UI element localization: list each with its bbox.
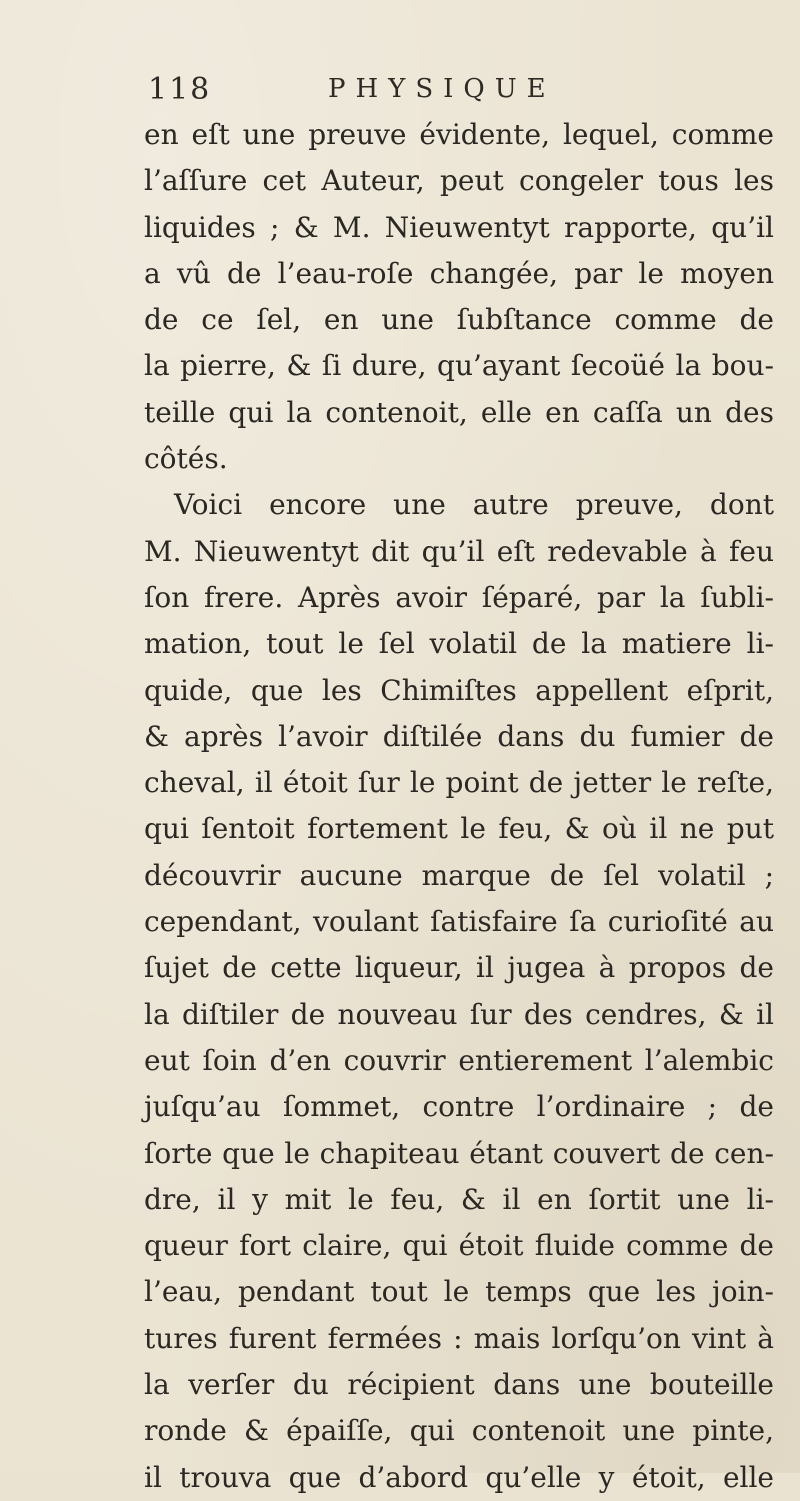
running-title: PHYSIQUE xyxy=(328,74,556,104)
text-line: ſon frere. Après avoir ſéparé, par la ſubli- xyxy=(144,580,774,614)
text-line: eut ſoin d’en couvrir entierement l’alembic xyxy=(144,1043,774,1077)
text-line: dre, il y mit le feu, & il en ſortit une li- xyxy=(144,1182,774,1216)
body-text xyxy=(144,112,774,1501)
text-line: la verſer du récipient dans une bouteille xyxy=(144,1368,774,1402)
text-line: découvrir aucune marque de ſel volatil ; xyxy=(144,858,774,892)
text-line: la diſtiler de nouveau ſur des cendres, & il xyxy=(144,997,774,1031)
text-line: mation, tout le ſel volatil de la matiere li- xyxy=(144,627,774,661)
text-line: ſujet de cette liqueur, il jugea à propos de xyxy=(144,951,774,985)
text-line: cheval, il étoit ſur le point de jetter le reſte, xyxy=(144,766,774,800)
text-line: de ce ſel, en une ſubſtance comme de xyxy=(144,303,774,337)
text-line: il trouva que d’abord qu’elle y étoit, elle xyxy=(144,1460,774,1494)
text-line: queur fort claire, qui étoit fluide comme de xyxy=(144,1229,774,1263)
page-header xyxy=(148,72,628,116)
text-line: en eſt une preuve évidente, lequel, comme xyxy=(144,118,774,151)
text-line: tures furent fermées : mais lorſqu’on vint à xyxy=(144,1321,774,1355)
text-line: juſqu’au ſommet, contre l’ordinaire ; de xyxy=(144,1090,774,1124)
paragraph-start-line: Voici encore une autre preuve, dont xyxy=(174,488,774,522)
text-line: teille qui la contenoit, elle en caſſa un des xyxy=(144,395,774,429)
text-line: l’aſſure cet Auteur, peut congeler tous les xyxy=(144,164,774,198)
text-line: ſorte que le chapiteau étant couvert de cen- xyxy=(144,1136,774,1170)
text-line: a vû de l’eau-roſe changée, par le moyen xyxy=(144,256,774,290)
text-line: ronde & épaiſſe, qui contenoit une pinte, xyxy=(144,1414,774,1448)
text-line: la pierre, & ſi dure, qu’ayant ſecoüé la bou- xyxy=(144,349,774,383)
text-line: liquides ; & M. Nieuwentyt rapporte, qu’il xyxy=(144,210,774,244)
text-line: qui ſentoit fortement le feu, & où il ne put xyxy=(144,812,774,846)
text-line: côtés. xyxy=(144,442,228,476)
text-line: M. Nieuwentyt dit qu’il eſt redevable à feu xyxy=(144,534,774,568)
text-line: l’eau, pendant tout le temps que les join- xyxy=(144,1275,774,1309)
text-line: & après l’avoir diſtilée dans du fumier de xyxy=(144,719,774,753)
text-line: quide, que les Chimiſtes appellent eſprit, xyxy=(144,673,774,707)
page-number: 118 xyxy=(148,72,212,107)
text-line: cependant, voulant ſatisfaire ſa curioſité au xyxy=(144,905,774,939)
